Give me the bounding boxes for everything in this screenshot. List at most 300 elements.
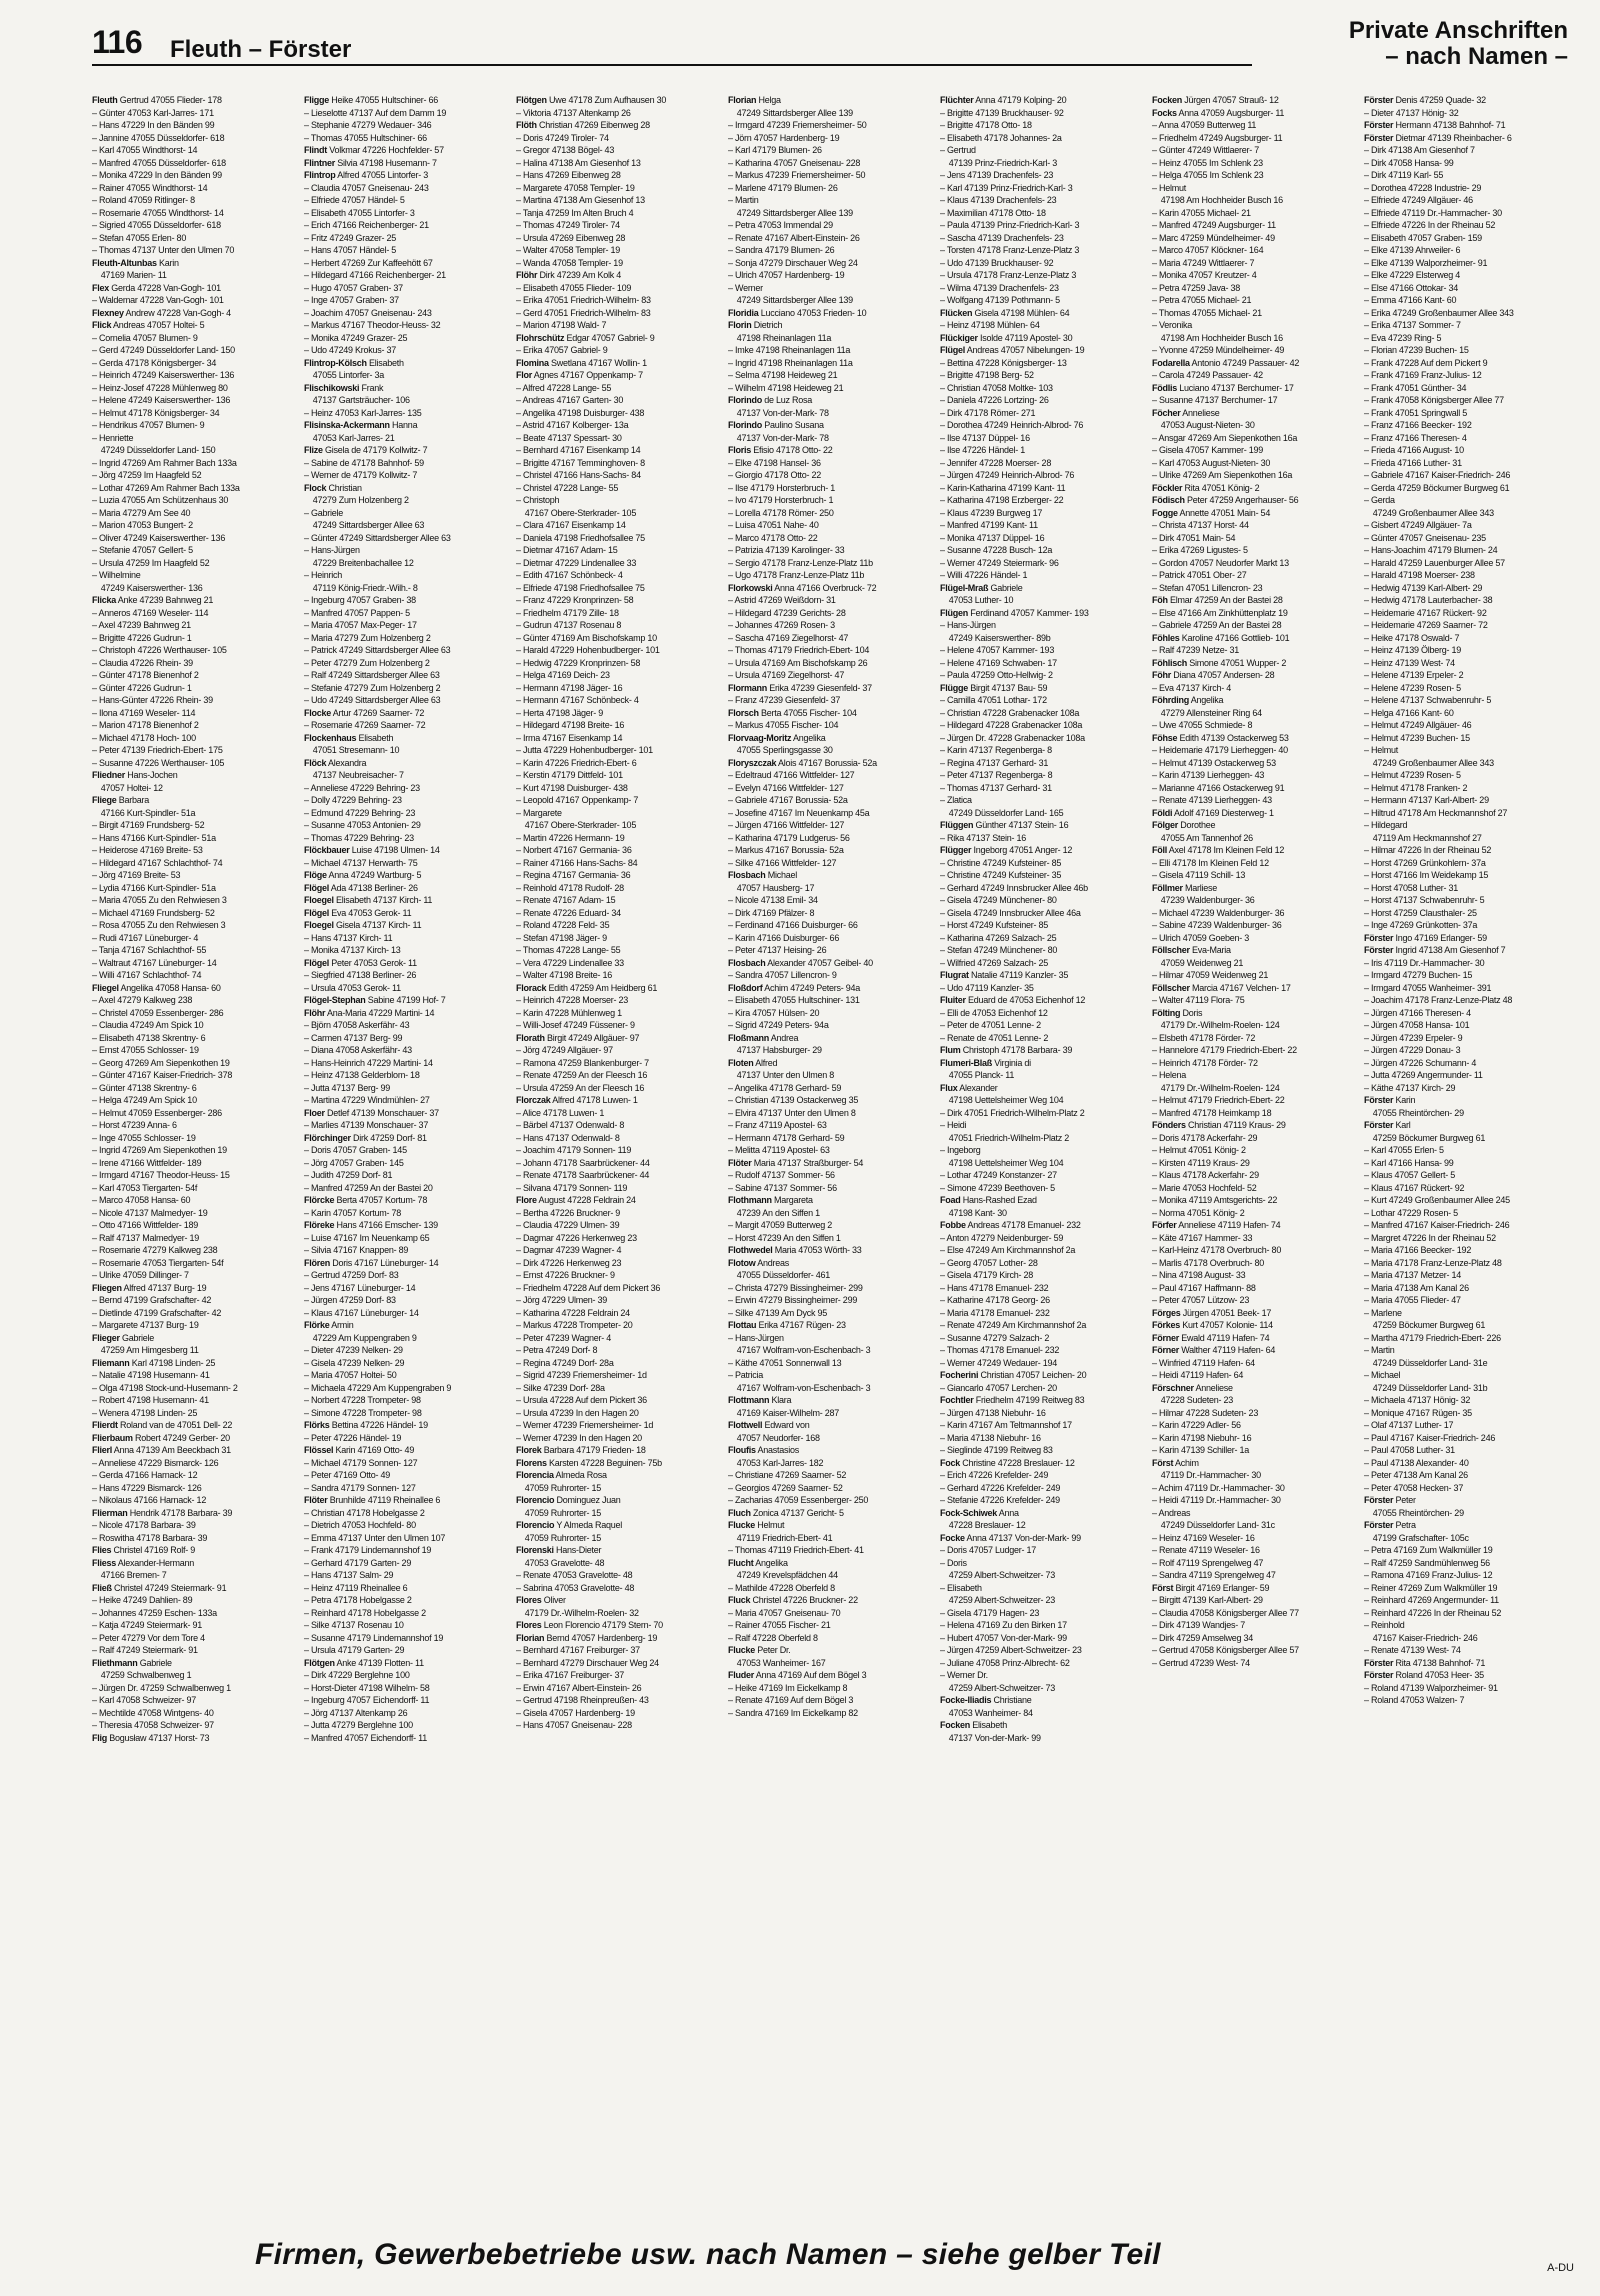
directory-entry: Föll Axel 47178 Im Kleinen Feld 12 — [1152, 845, 1285, 855]
directory-entry: – Horst 47239 An den Siffen 1 — [728, 1232, 841, 1243]
directory-entry: – Maria 47166 Beecker- 192 — [1364, 1245, 1472, 1255]
directory-entry: – Ingrid 47269 Am Rahmer Bach 133a — [92, 457, 237, 468]
directory-entry: – Karin-Katharina 47199 Kant- 11 — [940, 482, 1066, 493]
directory-entry: – Gerd 47051 Friedrich-Wilhelm- 83 — [516, 307, 651, 318]
directory-entry: – Joachim 47057 Gneisenau- 243 — [304, 307, 432, 318]
directory-entry: Fogge Annette 47051 Main- 54 — [1152, 507, 1271, 518]
directory-entry: – Claudia 47058 Königsberger Allee 77 — [1152, 1607, 1299, 1618]
directory-entry: – Bernhard 47279 Dirschauer Weg 24 — [516, 1657, 659, 1668]
directory-entry: – Käthe 47137 Kirch- 29 — [1364, 1082, 1456, 1093]
directory-entry: 47249 Sittardsberger Allee 139 — [728, 207, 853, 218]
directory-entry: – Iris 47119 Dr.-Hammacher- 30 — [1364, 957, 1485, 968]
directory-entry: – Sigrid 47249 Peters- 94a — [728, 1020, 829, 1030]
directory-entry: Flöhr Dirk 47239 Am Kolk 4 — [516, 270, 622, 280]
directory-entry: – Helene 47139 Erpeler- 2 — [1364, 670, 1464, 680]
directory-entry: – Irmgard 47167 Theodor-Heuss- 15 — [92, 1170, 230, 1180]
directory-entry: Förster Peter — [1364, 1495, 1416, 1505]
directory-entry: – Sandra 47179 Blumen- 26 — [728, 245, 835, 255]
directory-entry: – Erika 47269 Ligustes- 5 — [1152, 545, 1248, 555]
directory-entry: – Hans 47178 Emanuel- 232 — [940, 1282, 1049, 1293]
directory-entry: – Sabine 47239 Waldenburger- 36 — [1152, 920, 1282, 930]
directory-entry: – Claudia 47229 Ulmen- 39 — [516, 1220, 620, 1230]
directory-entry: – Anneros 47169 Weseler- 114 — [92, 607, 209, 618]
directory-entry: – Jannine 47055 Düsseldorfer- 618 — [92, 132, 225, 143]
directory-entry: – Rudi 47167 Lüneburger- 4 — [92, 932, 199, 943]
directory-entry: 47259 Böckumer Burgweg 61 — [1364, 1320, 1486, 1330]
directory-entry: Flörchinger Dirk 47259 Dorf- 81 — [304, 1132, 427, 1143]
directory-entry: – Elisabeth 47057 Graben- 159 — [1364, 232, 1482, 243]
directory-entry: – Gerhard 47249 Innsbrucker Allee 46b — [940, 882, 1088, 893]
directory-entry: Floßmann Andrea — [728, 1032, 799, 1043]
directory-entry: – Heinz 47169 Weseler- 16 — [1152, 1532, 1255, 1543]
directory-entry: – Heinz 47053 Karl-Jarres- 135 — [304, 407, 422, 418]
directory-entry: – Henriette — [92, 432, 134, 443]
directory-entry: Flörks Bettina 47226 Händel- 19 — [304, 1420, 428, 1430]
directory-entry: – Stephanie 47279 Wedauer- 346 — [304, 120, 432, 130]
directory-entry: – Patrick 47051 Ober- 27 — [1152, 570, 1247, 580]
directory-entry: Fluck Christel 47226 Bruckner- 22 — [728, 1595, 858, 1605]
directory-entry: – Birgit 47169 Frundsberg- 52 — [92, 820, 205, 830]
directory-entry: – Silke 47139 Am Dyck 95 — [728, 1307, 828, 1318]
directory-entry: – Markus 47239 Friemersheimer- 50 — [728, 170, 866, 180]
directory-entry: – Frank 47179 Lindemannshof 19 — [304, 1545, 432, 1555]
directory-entry: – Mechtilde 47058 Wintgens- 40 — [92, 1707, 214, 1718]
directory-entry: Fluch Zonica 47137 Gericht- 5 — [728, 1507, 844, 1518]
directory-entry: – Giancarlo 47057 Lerchen- 20 — [940, 1382, 1057, 1393]
directory-entry: Flögel Ada 47138 Berliner- 26 — [304, 882, 418, 893]
directory-entry: Flosbach Alexander 47057 Geibel- 40 — [728, 957, 873, 968]
directory-entry: – Elvira 47137 Unter den Ulmen 8 — [728, 1107, 856, 1118]
directory-entry: 47055 Planck- 11 — [940, 1070, 1015, 1080]
directory-entry: 47199 Grafschafter- 105c — [1364, 1532, 1469, 1543]
directory-entry: – Werner 47239 In den Hagen 20 — [516, 1432, 642, 1443]
directory-entry: – Elisabeth — [940, 1582, 982, 1593]
directory-entry: – Christoph — [516, 495, 560, 505]
directory-entry: – Jörg 47259 Im Haagfeld 52 — [92, 470, 202, 480]
directory-entry: Flux Alexander — [940, 1082, 998, 1093]
directory-entry: – Martha 47179 Friedrich-Ebert- 226 — [1364, 1332, 1501, 1343]
directory-entry: – Karin 47057 Kortum- 78 — [304, 1207, 402, 1218]
directory-entry: Flügel-Mraß Gabriele — [940, 582, 1023, 593]
directory-entry: – Thomas 47137 Unter den Ulmen 70 — [92, 245, 235, 255]
directory-entry: – Marlies 47139 Monschauer- 37 — [304, 1120, 429, 1130]
directory-entry: Föhlisch Simone 47051 Wupper- 2 — [1152, 657, 1287, 668]
directory-entry: – Camilla 47051 Lothar- 172 — [940, 695, 1047, 705]
directory-entry: Floridia Lucciano 47053 Frieden- 10 — [728, 307, 867, 318]
directory-entry: – Elfriede 47057 Händel- 5 — [304, 195, 405, 205]
directory-entry: – Reinhard 47178 Hobelgasse 2 — [304, 1607, 426, 1618]
directory-entry: – Reinhard 47269 Angermunder- 11 — [1364, 1595, 1499, 1605]
directory-entry: Fochtler Friedhelm 47199 Reitweg 83 — [940, 1395, 1085, 1405]
directory-entry: – Margret 47226 In der Rheinau 52 — [1364, 1232, 1496, 1243]
directory-entry: – Michael 47239 Waldenburger- 36 — [1152, 907, 1285, 918]
directory-entry: – Klaus 47167 Lüneburger- 14 — [304, 1307, 419, 1318]
directory-entry: 47059 Ruhrorter- 15 — [516, 1532, 602, 1543]
directory-entry: 47198 Uettelsheimer Weg 104 — [940, 1095, 1064, 1105]
directory-entry: – Hildegard 47167 Schlachthof- 74 — [92, 857, 223, 868]
directory-entry: – Silke 47137 Rosenau 10 — [304, 1620, 404, 1630]
directory-entry: – Halina 47138 Am Giesenhof 13 — [516, 157, 641, 168]
directory-entry: – Werner 47249 Steiermark- 96 — [940, 557, 1059, 568]
directory-entry: – Karl 47055 Windthorst- 14 — [92, 145, 198, 155]
directory-entry: – Christa 47279 Bissingheimer- 299 — [728, 1282, 863, 1293]
directory-entry: – Elke 47198 Hansel- 36 — [728, 457, 821, 468]
directory-entry: – Helena — [1152, 1070, 1187, 1080]
directory-entry: 47229 Breitenbachallee 12 — [304, 557, 414, 568]
directory-entry: – Hans 47137 Kirch- 11 — [304, 932, 393, 943]
directory-entry: – Vera 47229 Lindenallee 33 — [516, 957, 624, 968]
directory-entry: – Horst 47166 Im Weidekamp 15 — [1364, 870, 1489, 880]
directory-entry: Flintrop Alfred 47055 Lintorfer- 3 — [304, 170, 429, 180]
directory-entry: – Rolf 47119 Sprengelweg 47 — [1152, 1557, 1264, 1568]
directory-entry: 47167 Obere-Sterkrader- 105 — [516, 820, 637, 830]
directory-entry: – Rainer 47055 Windthorst- 14 — [92, 182, 208, 193]
directory-entry: – Brigitte 47139 Bruckhauser- 92 — [940, 107, 1064, 118]
directory-entry: – Monika 47229 In den Bänden 99 — [92, 170, 222, 180]
directory-entry: 47057 Holtei- 12 — [92, 782, 163, 793]
directory-entry: – Thomas 47137 Gerhard- 31 — [940, 782, 1052, 793]
directory-entry: – Wilma 47139 Drachenfels- 23 — [940, 282, 1059, 293]
directory-entry: – Jörg 47057 Graben- 145 — [304, 1157, 404, 1168]
directory-entry: 47057 Neudorfer- 168 — [728, 1432, 820, 1443]
directory-entry: – Hans-Jürgen — [940, 620, 996, 630]
directory-entry: – Dietrich 47053 Hochfeld- 80 — [304, 1520, 416, 1530]
directory-entry: Flöter Brunhilde 47119 Rheinallee 6 — [304, 1495, 441, 1505]
directory-entry: – Elisabeth 47055 Flieder- 109 — [516, 282, 632, 293]
directory-entry: – Jürgen 47229 Donau- 3 — [1364, 1045, 1461, 1055]
directory-entry: – Ralf 47259 Sandmühlenweg 56 — [1364, 1557, 1490, 1568]
directory-entry: – Ilse 47226 Händel- 1 — [940, 445, 1026, 455]
directory-entry: 47249 Großenbaumer Allee 343 — [1364, 757, 1494, 768]
directory-entry: Flores Leon Florencio 47179 Stern- 70 — [516, 1620, 663, 1630]
directory-entry: Flig Bogusław 47137 Horst- 73 — [92, 1732, 210, 1743]
directory-entry: Förster Karin — [1364, 1095, 1416, 1105]
directory-entry: Fobbe Andreas 47178 Emanuel- 232 — [940, 1220, 1081, 1230]
directory-entry: – Frank 47058 Königsberger Allee 77 — [1364, 395, 1504, 405]
directory-entry: – Nina 47198 August- 33 — [1152, 1270, 1246, 1280]
directory-entry: 47249 Sittardsberger Allee 139 — [728, 295, 853, 305]
directory-entry: – Ursula 47178 Franz-Lenze-Platz 3 — [940, 270, 1077, 280]
directory-entry: Flöhr Ana-Maria 47229 Martini- 14 — [304, 1007, 435, 1018]
directory-entry: – Diana 47058 Askerfähr- 43 — [304, 1045, 412, 1055]
directory-entry: – Anneliese 47229 Bismarck- 126 — [92, 1457, 219, 1468]
directory-entry: – Elisabeth 47138 Skrentny- 6 — [92, 1032, 206, 1043]
directory-entry: – Rosa 47055 Zu den Rehwiesen 3 — [92, 920, 226, 930]
directory-entry: – Reinhold — [1364, 1620, 1405, 1630]
directory-entry: – Luise 47167 Im Neuenkamp 65 — [304, 1232, 430, 1243]
directory-entry: – Margarete 47058 Templer- 19 — [516, 182, 635, 193]
directory-entry: 47198 Am Hochheider Busch 16 — [1152, 332, 1283, 343]
directory-entry: – Hildegard 47228 Grabenacker 108a — [940, 720, 1083, 730]
directory-entry: Flosbach Michael — [728, 870, 798, 880]
directory-entry: – Renate 47226 Eduard- 34 — [516, 907, 621, 918]
directory-entry: Flex Gerda 47228 Van-Gogh- 101 — [92, 282, 221, 293]
directory-entry: Florencio Dominguez Juan — [516, 1495, 621, 1505]
directory-entry: 47055 Rheintörchen- 29 — [1364, 1107, 1464, 1118]
directory-entry: – Else 47166 Am Zinkhüttenplatz 19 — [1152, 607, 1288, 618]
directory-entry: – Paul 47167 Haffmann- 88 — [1152, 1282, 1256, 1293]
directory-entry: – Franz 47166 Theresen- 4 — [1364, 432, 1467, 443]
directory-entry: – Luzia 47055 Am Schützenhaus 30 — [92, 495, 229, 505]
directory-entry: – Heike 47178 Oswald- 7 — [1364, 632, 1460, 643]
directory-entry: – Susanne 47226 Werthauser- 105 — [92, 757, 225, 768]
directory-entry: – Maria 47138 Am Kanal 26 — [1364, 1282, 1469, 1293]
directory-entry: – Petra 47055 Michael- 21 — [1152, 295, 1252, 305]
directory-entry: 47055 Sperlingsgasse 30 — [728, 745, 833, 755]
directory-entry: – Elfriede 47198 Friedhofsallee 75 — [516, 582, 645, 593]
directory-entry: – Dorothea 47228 Industrie- 29 — [1364, 182, 1482, 193]
directory-entry: – Karin 47229 Adler- 56 — [1152, 1420, 1241, 1430]
directory-entry: 47055 Düsseldorfer- 461 — [728, 1270, 831, 1280]
directory-entry: – Regina 47167 Germania- 36 — [516, 870, 631, 880]
directory-entry: – Gudrun 47137 Rosenau 8 — [516, 620, 622, 630]
directory-entry: – Dirk 47119 Karl- 55 — [1364, 170, 1444, 180]
directory-entry: – Susanne 47228 Busch- 12a — [940, 545, 1053, 555]
directory-entry: Floten Alfred — [728, 1057, 778, 1068]
directory-entry: 47249 Düsseldorfer Land- 150 — [92, 445, 216, 455]
directory-entry: – Sonja 47279 Dirschauer Weg 24 — [728, 257, 858, 268]
directory-entry: – Helmut 47059 Essenberger- 286 — [92, 1107, 222, 1118]
directory-entry: – Dietlinde 47199 Grafschafter- 42 — [92, 1307, 222, 1318]
directory-entry: – Silvana 47179 Sonnen- 119 — [516, 1182, 628, 1193]
directory-entry: 47053 Wanheimer- 167 — [728, 1657, 826, 1668]
directory-entry: – Rainer 47055 Fischer- 21 — [728, 1620, 831, 1630]
directory-entry: 47279 Allensteiner Ring 64 — [1152, 707, 1262, 718]
directory-entry: Flocke Artur 47269 Saarner- 72 — [304, 707, 425, 718]
directory-entry: – Manfred 47249 Augsburger- 11 — [1152, 220, 1276, 230]
directory-entry: 47053 Karl-Jarres- 182 — [728, 1457, 824, 1468]
directory-entry: – Gisela 47249 Münchener- 80 — [940, 895, 1057, 905]
directory-entry: – Heinz 47139 Ölberg- 19 — [1364, 645, 1462, 655]
directory-entry: – Hilmar 47226 In der Rheinau 52 — [1364, 845, 1492, 855]
directory-entry: – Gisela 47249 Innsbrucker Allee 46a — [940, 907, 1081, 918]
directory-entry: Fock-Schiwek Anna — [940, 1507, 1019, 1518]
directory-entry: – Marion 47053 Bungert- 2 — [92, 520, 193, 530]
directory-entry: – Ilona 47169 Weseler- 114 — [92, 707, 196, 718]
directory-entry: – Elke 47229 Elsterweg 4 — [1364, 270, 1461, 280]
header-rule — [92, 64, 1252, 66]
directory-entry: Flierl Anna 47139 Am Beeckbach 31 — [92, 1445, 231, 1455]
directory-entry: 47259 Albert-Schweitzer- 73 — [940, 1570, 1056, 1580]
section-title — [1349, 18, 1568, 70]
directory-entry: – Björn 47058 Askerfähr- 43 — [304, 1020, 410, 1030]
directory-entry: – Willi 47167 Schlachthof- 74 — [92, 970, 202, 980]
directory-entry: – Kirsten 47119 Kraus- 29 — [1152, 1157, 1250, 1168]
directory-entry: Floegel Gisela 47137 Kirch- 11 — [304, 920, 422, 930]
directory-entry: – Christoph 47226 Werthauser- 105 — [92, 645, 227, 655]
directory-entry: – Dirk 47138 Am Giesenhof 7 — [1364, 145, 1475, 155]
directory-entry: – Christel 47228 Lange- 55 — [516, 482, 619, 493]
directory-entry: – Jürgen 47249 Heinrich-Albrod- 76 — [940, 470, 1075, 480]
directory-entry: – Johannes 47259 Eschen- 133a — [92, 1607, 217, 1618]
directory-entry: – Hedwig 47178 Lauterbacher- 38 — [1364, 595, 1493, 605]
directory-entry: – Nicole 47138 Emil- 34 — [728, 895, 818, 905]
directory-entry: – Thomas 47119 Friedrich-Ebert- 41 — [728, 1545, 864, 1555]
directory-entry: – Jutta 47279 Berglehne 100 — [304, 1720, 413, 1730]
directory-entry: – Gertrud 47259 Dorf- 83 — [304, 1270, 399, 1280]
directory-entry: – Jutta 47269 Angermunder- 11 — [1364, 1070, 1483, 1080]
directory-entry: – Doris 47057 Graben- 145 — [304, 1145, 407, 1155]
directory-entry: – Christel 47166 Hans-Sachs- 84 — [516, 470, 641, 480]
directory-entry: – Ramona 47169 Franz-Julius- 12 — [1364, 1570, 1493, 1580]
directory-entry: Fodarella Antonio 47249 Passauer- 42 — [1152, 357, 1300, 368]
directory-entry: – Dirk 47229 Berglehne 100 — [304, 1670, 410, 1680]
directory-entry: 47179 Dr.-Wilhelm-Roelen- 124 — [1152, 1020, 1280, 1030]
directory-entry: – Karin 47055 Michael- 21 — [1152, 207, 1251, 218]
directory-entry: Föckler Rita 47051 König- 2 — [1152, 482, 1260, 493]
directory-entry: – Alice 47178 Luwen- 1 — [516, 1107, 605, 1118]
directory-entry: – Ulrike 47059 Dillinger- 7 — [92, 1270, 189, 1280]
directory-entry: – Dieter 47137 Hönig- 32 — [1364, 107, 1459, 118]
directory-entry: Flückiger Isolde 47119 Apostel- 30 — [940, 332, 1073, 343]
directory-entry: – Ursula 47179 Garten- 29 — [304, 1645, 405, 1655]
directory-entry: 47167 Wolfram-von-Eschenbach- 3 — [728, 1382, 871, 1393]
directory-entry: – Günter 47249 Sittardsberger Allee 63 — [304, 532, 451, 543]
directory-entry: – Stefan 47055 Erlen- 80 — [92, 232, 187, 243]
directory-entry: – Waldemar 47228 Van-Gogh- 101 — [92, 295, 224, 305]
directory-entry: Förschner Anneliese — [1152, 1382, 1233, 1393]
directory-entry: – Jürgen Dr. 47228 Grabenacker 108a — [940, 732, 1085, 743]
directory-entry: Flücken Gisela 47198 Mühlen- 64 — [940, 307, 1070, 318]
directory-entry: Florin Dietrich — [728, 320, 783, 330]
directory-entry: – Jörg 47249 Allgäuer- 97 — [516, 1045, 613, 1055]
directory-entry: – Helene 47137 Schwabenruhr- 5 — [1364, 695, 1492, 705]
directory-entry: Flüchter Anna 47179 Kolping- 20 — [940, 95, 1067, 105]
column-6 — [1152, 94, 1358, 2214]
directory-entry: – Bettina 47228 Königsberger- 13 — [940, 357, 1067, 368]
directory-entry: – Renate 47178 Saarbrückener- 44 — [516, 1170, 650, 1180]
directory-entry: – Horst 47058 Luther- 31 — [1364, 882, 1459, 893]
directory-entry: – Marco 47057 Klöckner- 164 — [1152, 245, 1264, 255]
directory-entry: – Hans 47137 Odenwald- 8 — [516, 1132, 620, 1143]
directory-entry: – Karin 47139 Lierheggen- 43 — [1152, 770, 1265, 780]
directory-entry: – Horst 47249 Kufsteiner- 85 — [940, 920, 1049, 930]
directory-entry: – Petra 47053 Immendal 29 — [728, 220, 833, 230]
directory-entry: Flindt Volkmar 47226 Hochfelder- 57 — [304, 145, 444, 155]
directory-entry: – Ingrid 47198 Rheinanlagen 11a — [728, 357, 853, 368]
directory-entry: Florian Bernd 47057 Hardenberg- 19 — [516, 1632, 658, 1643]
directory-entry: Förges Jürgen 47051 Beek- 17 — [1152, 1307, 1272, 1318]
directory-entry: – Erika 47137 Sommer- 7 — [1364, 320, 1461, 330]
directory-entry: – Klaus 47239 Burgweg 17 — [940, 507, 1043, 518]
directory-entry: – Frank 47169 Franz-Julius- 12 — [1364, 370, 1482, 380]
directory-entry: – Gabriele 47167 Borussia- 52a — [728, 795, 848, 805]
directory-entry: – Dirk 47178 Römer- 271 — [940, 407, 1036, 418]
directory-entry: Flucke Helmut — [728, 1520, 785, 1530]
directory-entry: 47137 Habsburger- 29 — [728, 1045, 822, 1055]
directory-entry: – Christine 47249 Kufsteiner- 85 — [940, 857, 1062, 868]
directory-entry: – Jörn 47057 Hardenberg- 19 — [728, 132, 840, 143]
directory-entry: – Irmgard 47239 Friemersheimer- 50 — [728, 120, 867, 130]
directory-entry: – Ulrich 47057 Hardenberg- 19 — [728, 270, 845, 280]
directory-columns — [92, 94, 1570, 2214]
directory-entry: 47057 Hausberg- 17 — [728, 882, 815, 893]
directory-entry: – Eva 47137 Kirch- 4 — [1152, 682, 1232, 693]
directory-entry: Födlis Luciano 47137 Berchumer- 17 — [1152, 382, 1294, 393]
directory-entry: Flötgen Uwe 47178 Zum Aufhausen 30 — [516, 95, 667, 105]
directory-entry: 47119 Friedrich-Ebert- 41 — [728, 1532, 833, 1543]
directory-entry: Förner Ewald 47119 Hafen- 74 — [1152, 1332, 1270, 1343]
directory-entry: – Heinz-Josef 47228 Mühlenweg 80 — [92, 382, 228, 393]
directory-entry: Flören Doris 47167 Lüneburger- 14 — [304, 1257, 439, 1268]
directory-entry: Florens Karsten 47228 Beguinen- 75b — [516, 1457, 662, 1468]
directory-entry: – Gerda 47259 Böckumer Burgweg 61 — [1364, 482, 1510, 493]
directory-entry: – Petra 47249 Dorf- 8 — [516, 1345, 598, 1355]
directory-entry: Flögel Eva 47053 Gerok- 11 — [304, 907, 412, 918]
page-range-title: Fleuth – Förster — [170, 36, 352, 63]
directory-entry: – Sandra 47169 Im Eickelkamp 82 — [728, 1707, 858, 1718]
directory-entry: – Maria 47178 Emanuel- 232 — [940, 1307, 1050, 1318]
directory-entry: – Wilfried 47269 Salzach- 25 — [940, 957, 1049, 968]
directory-entry: – Inge 47269 Grünkotten- 37a — [1364, 920, 1478, 930]
directory-entry: – Günter 47057 Gneisenau- 235 — [1364, 532, 1486, 543]
directory-entry: – Cornelia 47057 Blumen- 9 — [92, 332, 198, 343]
directory-entry: – Jörg 47229 Ulmen- 39 — [516, 1295, 608, 1305]
directory-entry: Floris Efisio 47178 Otto- 22 — [728, 445, 833, 455]
directory-entry: – Erwin 47167 Albert-Einstein- 26 — [516, 1682, 642, 1693]
directory-entry: 47249 Großenbaumer Allee 343 — [1364, 507, 1494, 518]
directory-entry: – Ramona 47259 Blankenburger- 7 — [516, 1057, 649, 1068]
directory-entry: – Hans 47137 Salm- 29 — [304, 1570, 394, 1580]
directory-entry: – Erika 47167 Freiburger- 37 — [516, 1670, 625, 1680]
directory-entry: – Bärbel 47137 Odenwald- 8 — [516, 1120, 625, 1130]
directory-entry: – Stefan 47198 Jäger- 9 — [516, 932, 607, 943]
directory-entry: – Maria 47057 Gneisenau- 70 — [728, 1607, 841, 1618]
directory-entry: – Juliane 47058 Prinz-Albrecht- 62 — [940, 1657, 1070, 1668]
directory-entry: – Edmund 47229 Behring- 23 — [304, 807, 416, 818]
directory-entry: Flötgen Anke 47139 Flotten- 11 — [304, 1657, 424, 1668]
directory-entry: Flierdt Roland van de 47051 Dell- 22 — [92, 1420, 233, 1430]
directory-entry: – Bernhard 47167 Eisenkamp 14 — [516, 445, 641, 455]
directory-entry: – Jürgen 47259 Dorf- 83 — [304, 1295, 396, 1305]
directory-entry: – Hans-Jürgen — [728, 1332, 784, 1343]
directory-entry: – Patrizia 47139 Karolinger- 33 — [728, 545, 845, 555]
directory-entry: Förster Dietmar 47139 Rheinbacher- 6 — [1364, 132, 1512, 143]
directory-entry: – Marlis 47178 Overbruch- 80 — [1152, 1257, 1265, 1268]
directory-entry: Först Achim — [1152, 1457, 1199, 1468]
directory-entry: – Helmut 47239 Buchen- 15 — [1364, 732, 1470, 743]
directory-entry: – Stefan 47249 Münchener- 80 — [940, 945, 1058, 955]
directory-entry: – Lydia 47166 Kurt-Spindler- 51a — [92, 882, 216, 893]
directory-entry: Flöge Anna 47249 Wartburg- 5 — [304, 870, 422, 880]
directory-entry: – Fritz 47249 Grazer- 25 — [304, 232, 397, 243]
directory-entry: – Thomas 47055 Michael- 21 — [1152, 307, 1262, 318]
directory-entry: – Veronika — [1152, 320, 1193, 330]
directory-entry: – Harald 47198 Moerser- 238 — [1364, 570, 1475, 580]
directory-entry: – Markus 47228 Trompeter- 20 — [516, 1320, 633, 1330]
directory-entry: – Katharine 47178 Georg- 26 — [940, 1295, 1050, 1305]
directory-entry: – Manfred 47178 Heimkamp 18 — [1152, 1107, 1272, 1118]
directory-entry: – Hans-Joachim 47179 Blumen- 24 — [1364, 545, 1498, 555]
directory-entry: – Günter 47249 Wittlaerer- 7 — [1152, 145, 1260, 155]
directory-entry: – Klaus 47139 Drachenfels- 23 — [940, 195, 1057, 205]
directory-entry: 47139 Prinz-Friedrich-Karl- 3 — [940, 157, 1058, 168]
directory-entry: – Hildegard 47166 Reichenberger- 21 — [304, 270, 446, 280]
directory-entry: – Gerda 47178 Königsberger- 34 — [92, 357, 217, 368]
directory-entry: – Jürgen 47166 Wittfelder- 127 — [728, 820, 845, 830]
directory-entry: – Petra 47259 Java- 38 — [1152, 282, 1241, 293]
directory-entry: – Heike 47169 Im Eickelkamp 8 — [728, 1682, 848, 1693]
directory-entry: – Patricia — [728, 1370, 764, 1380]
directory-entry: – Astrid 47167 Kolberger- 13a — [516, 420, 629, 430]
directory-entry: – Gregor 47138 Bögel- 43 — [516, 145, 615, 155]
section-title-line2: – nach Namen – — [1385, 43, 1568, 70]
directory-entry: – Jens 47139 Drachenfels- 23 — [940, 170, 1054, 180]
directory-entry: – Katharina 47057 Gneisenau- 228 — [728, 157, 861, 168]
directory-entry: – Udo 47119 Kanzler- 35 — [940, 982, 1034, 993]
directory-entry: Fölger Dorothee — [1152, 820, 1216, 830]
directory-entry: Föhles Karoline 47166 Gottlieb- 101 — [1152, 632, 1290, 643]
